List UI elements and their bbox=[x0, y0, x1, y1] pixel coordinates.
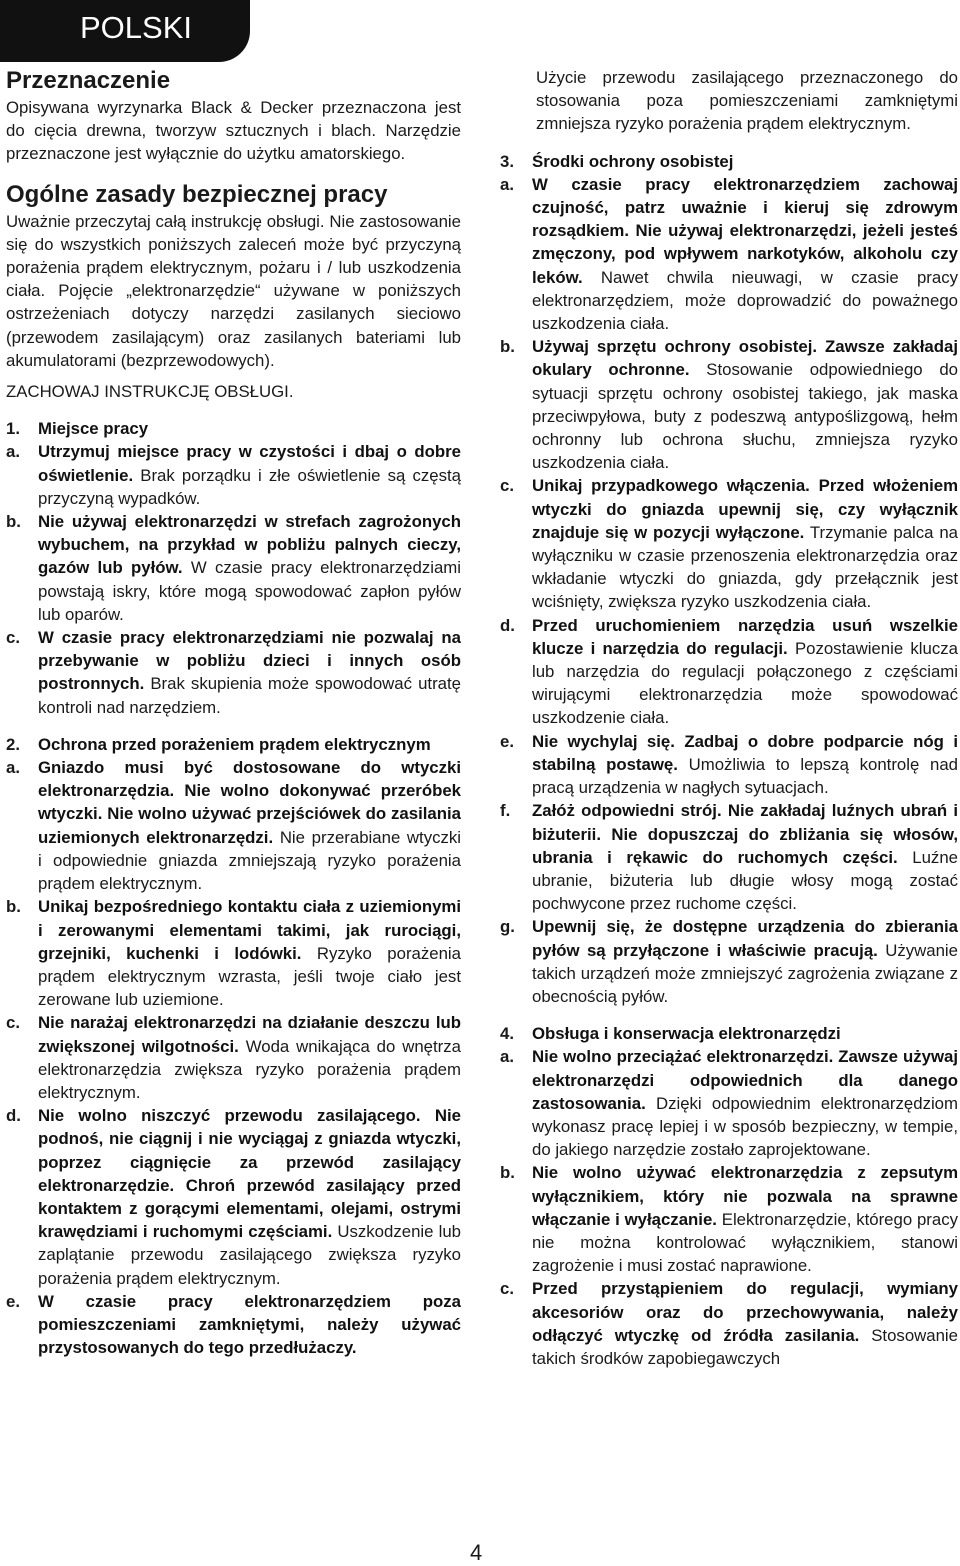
list-item: d. Przed uruchomieniem narzędzia usuń wszelkie klucze i narzędzia do regulacji. Pozostawienie klucza lub narzędzia do regulacji połączonego z częściami wirującymi elektronarzędzia może spowodować uszkodzenie ciała. bbox=[500, 615, 958, 728]
left-column bbox=[6, 66, 461, 1359]
list-item: d. Nie wolno niszczyć przewodu zasilającego. Nie podnoś, nie ciągnij i nie wyciągaj z gniazda wtyczki, poprzez ciągnięcie za przewód zasilający elektronarzędzie. Chroń przewód zasilający przed kontaktem z gorącymi elementami, olejami, ostrymi krawędziami i ruchomymi częściami. Uszkodzenie lub zaplątanie przewodu zasilającego zwiększa ryzyko porażenia prądem elektrycznym. bbox=[6, 1106, 461, 1288]
list-item: b. Unikaj bezpośredniego kontaktu ciała z uziemionymi i zerowanymi elementami takimi, jak rurociągi, grzejniki, kuchenki i lodówki. Ryzyko porażenia prądem elektrycznym wzrasta, jeśli twoje ciało jest zerowane lub uziemione. bbox=[6, 897, 461, 1010]
list-item: c. Unikaj przypadkowego włączenia. Przed włożeniem wtyczki do gniazda upewnij się, czy wyłącznik znajduje się w pozycji wyłączone. Trzymanie palca na wyłączniku w czasie przenoszenia elektronarzędzia oraz wkładanie wtyczki do gniazda, gdy przełącznik jest wciśnięty, zwiększa ryzyko uszkodzenia ciała. bbox=[500, 476, 959, 612]
list-item: a. Gniazdo musi być dostosowane do wtyczki elektronarzędzia. Nie wolno dokonywać przeróbek wtyczki. Nie wolno używać przejściówek do zasilania uziemionych elektronarzędzi. Nie przerabiane wtyczki i odpowiednie gniazda zmniejszają ryzyko porażenia prądem elektrycznym. bbox=[6, 758, 462, 894]
section-3-heading: 3. Środki ochrony osobistej bbox=[500, 151, 734, 171]
list-item: f. Załóż odpowiedni strój. Nie zakładaj luźnych ubrań i biżuterii. Nie dopuszczaj do zbliżania się włosów, ubrania i rękawic do ruchomych części. Luźne ubranie, biżuteria lub długie włosy mogą zostać pochwycone przez ruchome części. bbox=[500, 801, 958, 914]
purpose-text: Opisywana wyrzynarka Black & Decker przeznaczona jest do cięcia drewna, tworzyw sztucznych i blach. Narzędzie przeznaczone jest wyłącznie do użytku amatorskiego. bbox=[6, 98, 461, 164]
page-number: 4 bbox=[470, 1540, 483, 1565]
list-item: e. W czasie pracy elektronarzędziem poza pomieszczeniami zamkniętymi, należy używać przystosowanych do tego przedłużaczy. bbox=[6, 1291, 461, 1358]
list-item: b. Nie używaj elektronarzędzi w strefach zagrożonych wybuchem, na przykład w pobliżu palnych cieczy, gazów lub pyłów. W czasie pracy elektronarzędziami powstają iskry, które mogą spowodować zapłon pyłów lub oparów. bbox=[6, 512, 461, 624]
list-item: g. Upewnij się, że dostępne urządzenia do zbierania pyłów są przyłączone i właściwie pracują. Używanie takich urządzeń może zmniejszyć zagrożenia związane z obecnością pyłów. bbox=[500, 917, 958, 1006]
section-2-heading: 2. Ochrona przed porażeniem prądem elektrycznym bbox=[6, 734, 431, 754]
section-1-heading: 1. Miejsce pracy bbox=[6, 419, 149, 439]
section-4-heading: 4. Obsługa i konserwacja elektronarzędzi bbox=[500, 1024, 841, 1044]
general-safety-text: Uważnie przeczytaj całą instrukcję obsługi. Nie zastosowanie się do wszystkich poniższych zaleceń może być przyczyną porażenia prądem elektrycznym, pożaru i / lub uszkodzenia ciała. Pojęcie „elektronarzędzie“ używane w poniższych ostrzeżeniach dotyczy narzędzi zasilanych sieciowo (przewodem zasilającym) oraz zasilanych bateriami lub akumulatorami (bezprzewodowych). bbox=[6, 211, 461, 370]
list-item: b. Używaj sprzętu ochrony osobistej. Zawsze zakładaj okulary ochronne. Stosowanie odpowiedniego do sytuacji sprzętu ochrony osobistej takiego, jak maska przeciwpyłowa, buty z podeszwą antypoślizgową, hełm ochronny lub ochrona słuchu, zmniejsza ryzyko uszkodzenia ciała. bbox=[500, 337, 959, 473]
list-item: c. Przed przystąpieniem do regulacji, wymiany akcesoriów oraz do przechowywania, należy odłączyć wtyczkę od źródła zasilania. Stosowanie takich środków zapobiegawczych bbox=[500, 1279, 958, 1368]
list-item: a. Nie wolno przeciążać elektronarzędzi. Zawsze używaj elektronarzędzi odpowiednich dla danego zastosowania. Dzięki odpowiednim elektronarzędziom wykonasz pracę lepiej i w sposób bezpieczny, w tempie, do jakiego narzędzie zostało zaprojektowane. bbox=[500, 1047, 958, 1160]
keep-instructions: ZACHOWAJ INSTRUKCJĘ OBSŁUGI. bbox=[6, 382, 294, 402]
list-item: a. W czasie pracy elektronarzędziem zachowaj czujność, patrz uważnie i kieruj się zdrowym rozsądkiem. Nie używaj elektronarzędzi, jeżeli jesteś zmęczony, pod wpływem narkotyków, alkoholu czy leków. Nawet chwila nieuwagi, w czasie pracy elektronarzędziem, może doprowadzić do poważnego uszkodzenia ciała. bbox=[500, 174, 958, 334]
general-safety-heading: Ogólne zasady bezpiecznej pracy bbox=[6, 180, 388, 208]
list-item: c. W czasie pracy elektronarzędziami nie pozwalaj na przebywanie w pobliżu dzieci i innych osób postronnych. Brak skupienia może spowodować utratę kontroli nad narzędziem. bbox=[6, 628, 461, 717]
language-label: POLSKI bbox=[80, 10, 192, 45]
purpose-heading: Przeznaczenie bbox=[6, 67, 171, 94]
list-item: b. Nie wolno używać elektronarzędzia z zepsutym wyłącznikiem, który nie pozwala na sprawne włączanie i wyłączanie. Elektronarzędzie, którego pracy nie można kontrolować wyłącznikiem, stanowi zagrożenie i musi zostać naprawione. bbox=[500, 1163, 958, 1276]
right-column bbox=[500, 66, 958, 1370]
continued-text: Użycie przewodu zasilającego przeznaczonego do stosowania poza pomieszczeniami zamkniętymi zmniejsza ryzyko porażenia prądem elektrycznym. bbox=[536, 68, 958, 134]
language-tab bbox=[0, 0, 250, 62]
list-item: e. Nie wychylaj się. Zadbaj o dobre podparcie nóg i stabilną postawę. Umożliwia to lepszą kontrolę nad pracą urządzenia w nagłych sytuacjach. bbox=[500, 731, 958, 798]
list-item: c. Nie narażaj elektronarzędzi na działanie deszczu lub zwiększonej wilgotności. Woda wnikająca do wnętrza elektronarzędzia zwiększa ryzyko porażenia prądem elektrycznym. bbox=[6, 1013, 461, 1102]
list-item: a. Utrzymuj miejsce pracy w czystości i dbaj o dobre oświetlenie. Brak porządku i złe oświetlenie są częstą przyczyną wypadków. bbox=[6, 442, 461, 508]
